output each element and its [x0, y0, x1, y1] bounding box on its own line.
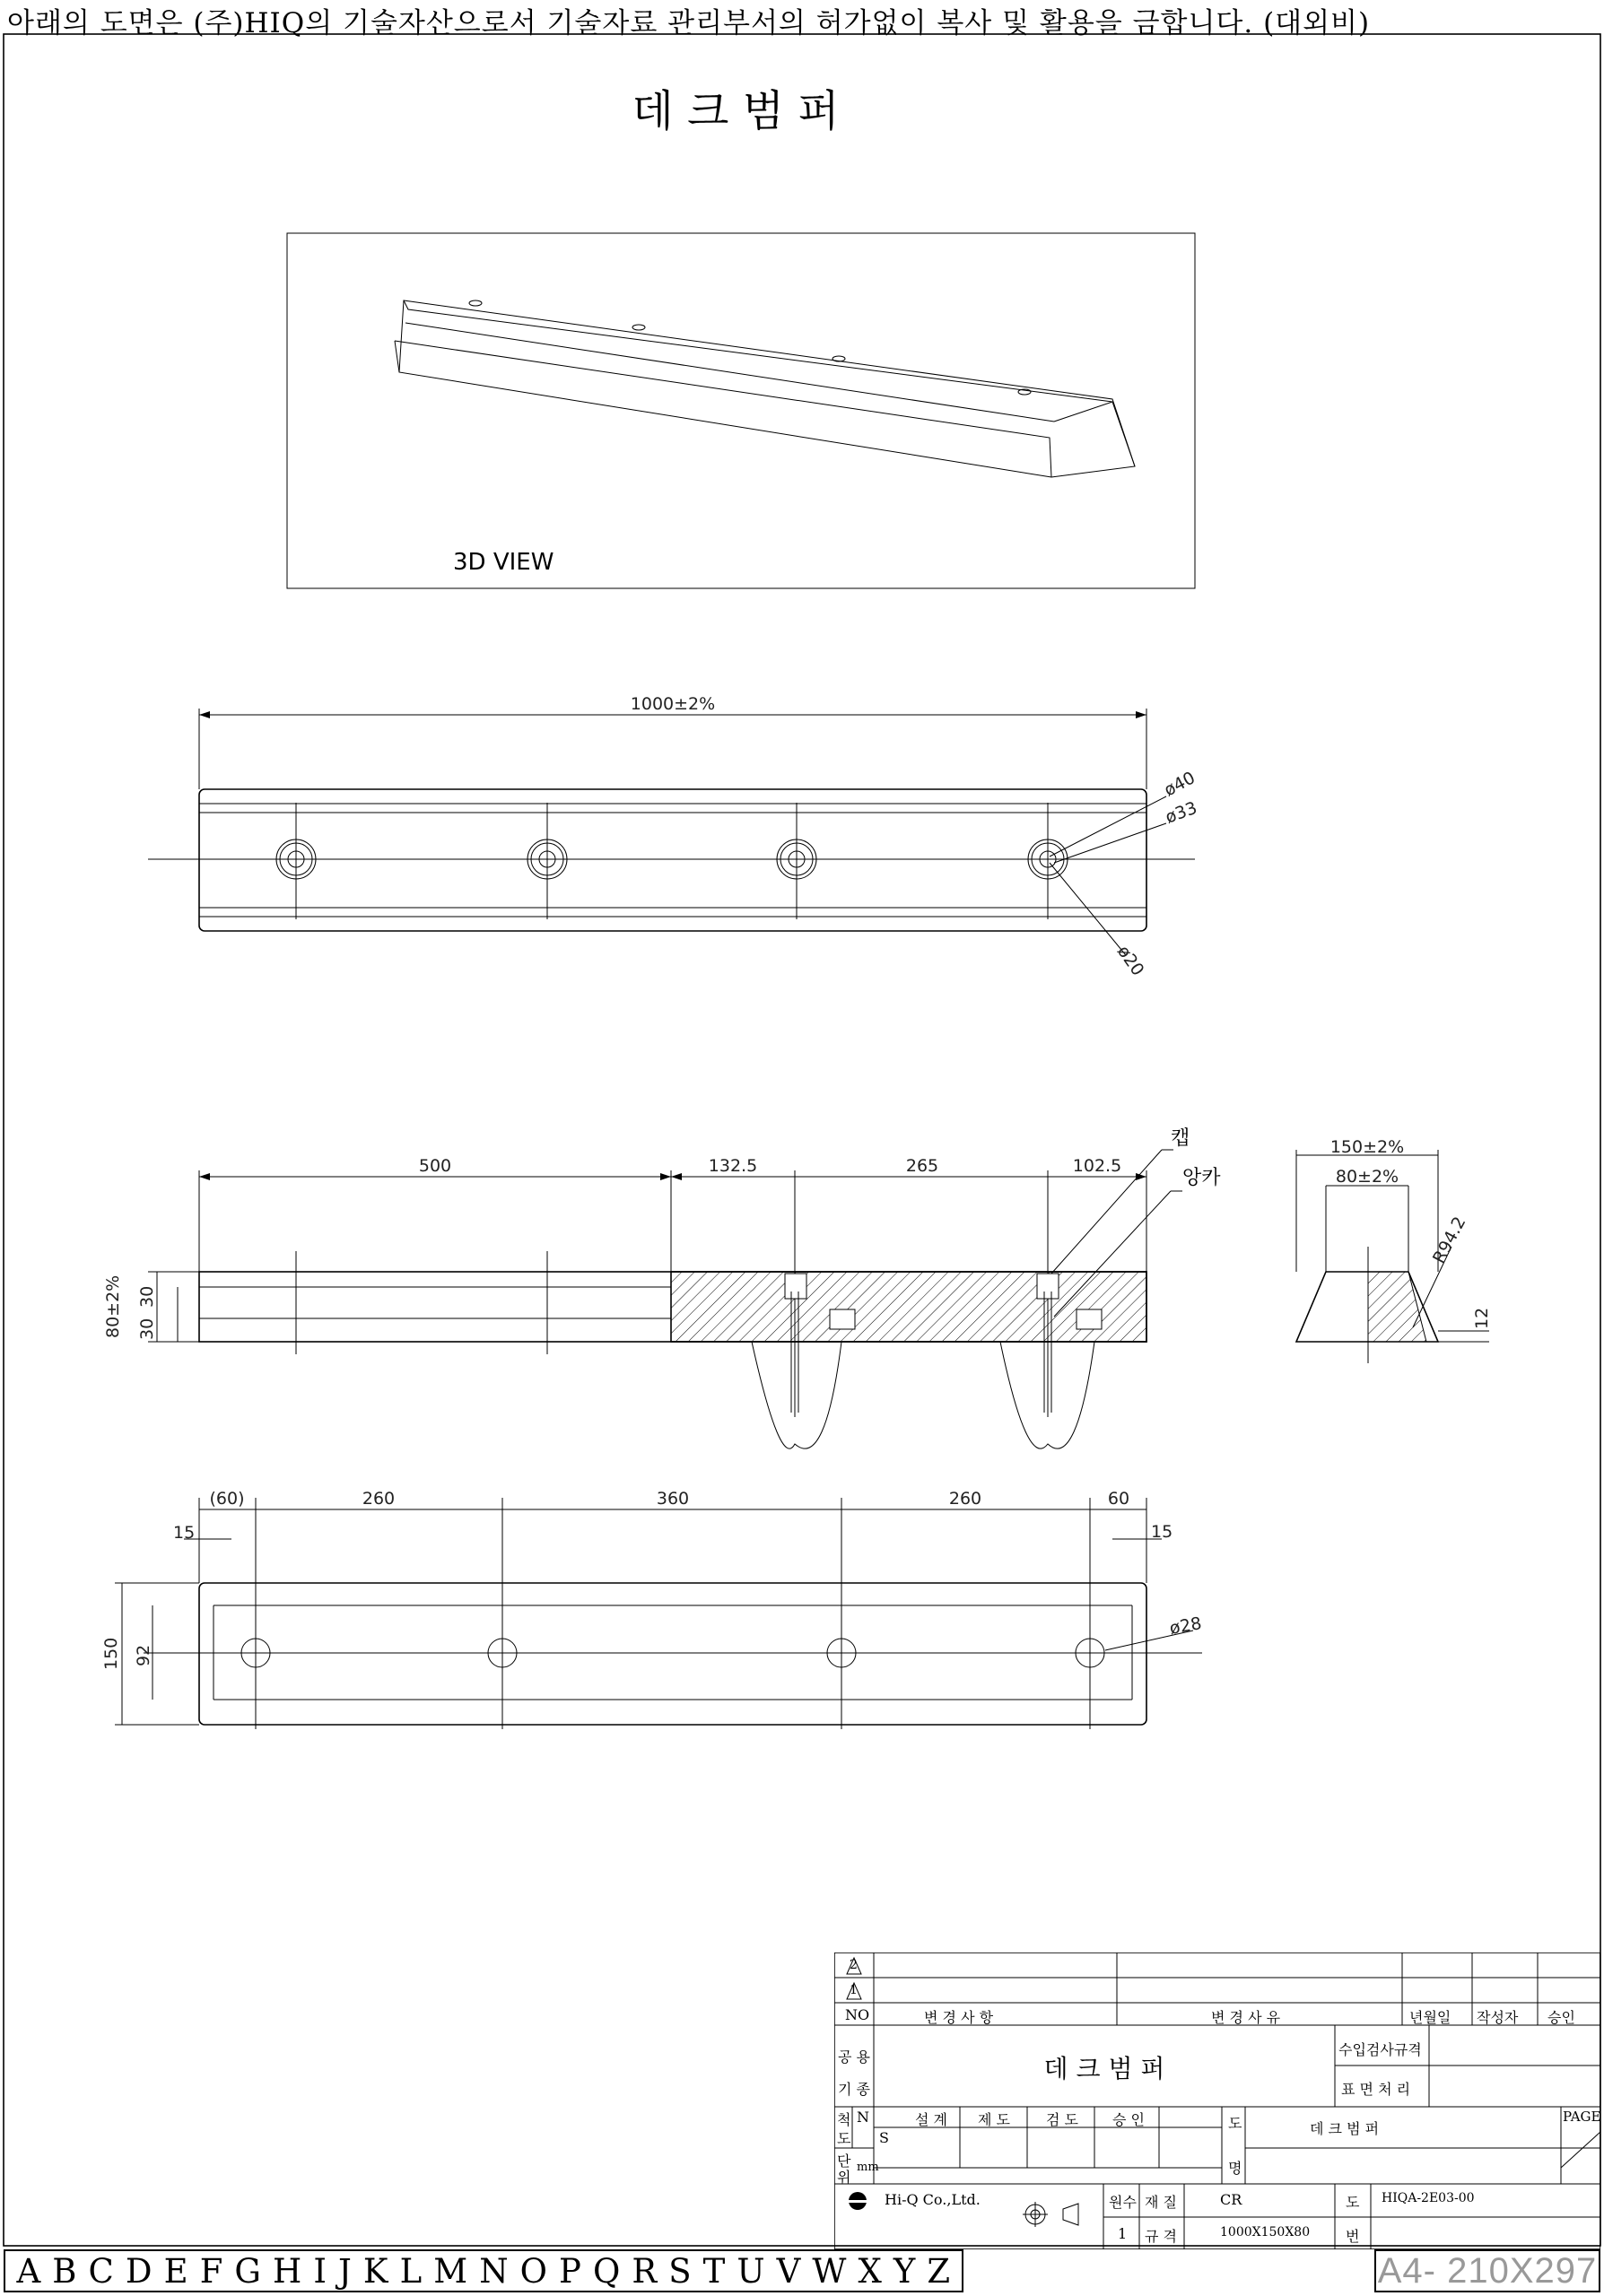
grid-letter: T — [702, 2251, 726, 2291]
scale-n: N — [857, 2109, 869, 2126]
view-3d-label: 3D VIEW — [453, 549, 554, 576]
name-label-b: 명 — [1228, 2160, 1242, 2177]
dim-dia-40: ø40 — [1161, 768, 1199, 801]
grid-letter: K — [362, 2251, 388, 2291]
dim-height-80: 80±2% — [103, 1274, 123, 1338]
scale-s: S — [879, 2129, 889, 2146]
unit-label-b: 위 — [837, 2169, 851, 2186]
dim-height-150: 150 — [101, 1637, 121, 1670]
grid-letter: G — [234, 2251, 261, 2291]
grid-letter: J — [338, 2251, 352, 2291]
paper-size-label: A4- 210X297 — [1374, 2249, 1600, 2292]
grid-letter: L — [399, 2251, 423, 2291]
dim-102-5: 102.5 — [1072, 1156, 1122, 1176]
grid-letter: O — [519, 2251, 547, 2291]
dim-width-150: 150±2% — [1329, 1137, 1405, 1157]
qty-label: 원수 — [1109, 2194, 1137, 2211]
title-block — [834, 1952, 1600, 2249]
grid-letter: B — [52, 2251, 77, 2291]
common-label: 공 용 — [838, 2048, 870, 2066]
grid-letter: E — [163, 2251, 188, 2291]
grid-letter: P — [559, 2251, 581, 2291]
view-3d — [287, 233, 1195, 588]
dim-height-92: 92 — [134, 1644, 153, 1666]
grid-letter: R — [632, 2251, 658, 2291]
grid-letter: S — [668, 2251, 692, 2291]
approve-header: 승인 — [1547, 2009, 1575, 2026]
grid-letter: Z — [927, 2251, 951, 2291]
scale-label-a: 척 — [837, 2111, 851, 2128]
dim-500: 500 — [418, 1156, 452, 1176]
rev-1: 1 — [850, 1983, 858, 1997]
design-label: 설 계 — [915, 2111, 947, 2128]
company-name: Hi-Q Co.,Ltd. — [885, 2191, 981, 2208]
dim-overall-length: 1000±2% — [630, 694, 716, 714]
spec-value: 1000X150X80 — [1220, 2225, 1311, 2239]
dim-265: 265 — [905, 1156, 939, 1176]
grid-letter: F — [199, 2251, 223, 2291]
grid-letter: M — [433, 2251, 468, 2291]
scale-label-b: 도 — [837, 2130, 851, 2147]
dim-132-5: 132.5 — [708, 1156, 758, 1176]
grid-letter: C — [88, 2251, 114, 2291]
grid-letter: I — [313, 2251, 327, 2291]
dim-dia-28: ø28 — [1168, 1613, 1204, 1639]
dim-260-a: 260 — [362, 1489, 396, 1509]
no-header: NO — [845, 2006, 870, 2023]
grid-letter-strip — [4, 2249, 963, 2292]
surface-label: 표 면 처 리 — [1341, 2081, 1411, 2098]
dwg-no-label-b: 번 — [1346, 2228, 1360, 2245]
drawing-title: 데 크 범 퍼 — [632, 86, 840, 136]
dim-15-left: 15 — [173, 1523, 196, 1543]
grid-letter: X — [858, 2251, 882, 2291]
rev-2: 2 — [850, 1958, 858, 1972]
qty-value: 1 — [1118, 2225, 1128, 2242]
grid-letter: H — [273, 2251, 302, 2291]
dwg-no-label-a: 도 — [1346, 2194, 1360, 2211]
bottom-view — [101, 1489, 1203, 1729]
material-label: 재 질 — [1145, 2194, 1177, 2211]
grid-letter: Y — [893, 2251, 916, 2291]
dwg-no-value: HIQA-2E03-00 — [1382, 2191, 1475, 2205]
draft-label: 제 도 — [978, 2111, 1010, 2128]
dim-width-80: 80±2% — [1335, 1167, 1399, 1187]
product-name: 데 크 범 퍼 — [1043, 2054, 1165, 2083]
model-label: 기 종 — [838, 2081, 870, 2098]
section-view — [103, 1127, 1221, 1448]
dim-height-30b: 30 — [137, 1285, 157, 1308]
unit-value: mm — [857, 2161, 879, 2174]
change-reason-header: 변 경 사 유 — [1211, 2009, 1281, 2026]
approval-label: 승 인 — [1112, 2111, 1145, 2128]
grid-letter: U — [737, 2251, 765, 2291]
grid-letter: D — [125, 2251, 153, 2291]
unit-label-a: 단 — [837, 2152, 851, 2170]
dim-dia-33: ø33 — [1163, 797, 1200, 828]
dim-15-right: 15 — [1151, 1522, 1173, 1542]
dim-360: 360 — [656, 1489, 690, 1509]
material-value: CR — [1220, 2191, 1242, 2208]
grid-letter: Q — [592, 2251, 621, 2291]
label-anchor: 앙카 — [1182, 1167, 1221, 1189]
drawing-name: 데 크 범 퍼 — [1310, 2120, 1380, 2137]
grid-letter: A — [16, 2251, 41, 2291]
grid-letter: W — [812, 2251, 847, 2291]
inspection-label: 수입검사규격 — [1338, 2041, 1422, 2058]
date-header: 년월일 — [1409, 2009, 1451, 2026]
check-label: 검 도 — [1046, 2111, 1078, 2128]
label-cap: 캡 — [1171, 1127, 1190, 1150]
dim-height-30a: 30 — [137, 1318, 157, 1340]
dim-thickness-12: 12 — [1472, 1307, 1492, 1329]
confidentiality-notice: 아래의 도면은 (주)HIQ의 기술자산으로서 기술자료 관리부서의 허가없이 복사 및 활용을 금합니다. (대외비) — [7, 7, 1371, 39]
spec-label: 규 격 — [1145, 2228, 1177, 2245]
author-header: 작성자 — [1477, 2009, 1519, 2026]
name-label-a: 도 — [1228, 2115, 1242, 2132]
change-items-header: 변 경 사 항 — [924, 2009, 994, 2026]
dim-260-b: 260 — [948, 1489, 982, 1509]
grid-letter: V — [776, 2251, 801, 2291]
top-view — [148, 694, 1199, 979]
grid-letter: N — [479, 2251, 509, 2291]
dim-dia-20: ø20 — [1112, 942, 1148, 980]
page-label: PAGE — [1563, 2109, 1601, 2125]
dim-60-right: 60 — [1107, 1489, 1130, 1509]
dim-radius: R94.2 — [1428, 1213, 1470, 1267]
end-view — [1296, 1137, 1492, 1363]
dim-60-left: (60) — [209, 1489, 245, 1509]
